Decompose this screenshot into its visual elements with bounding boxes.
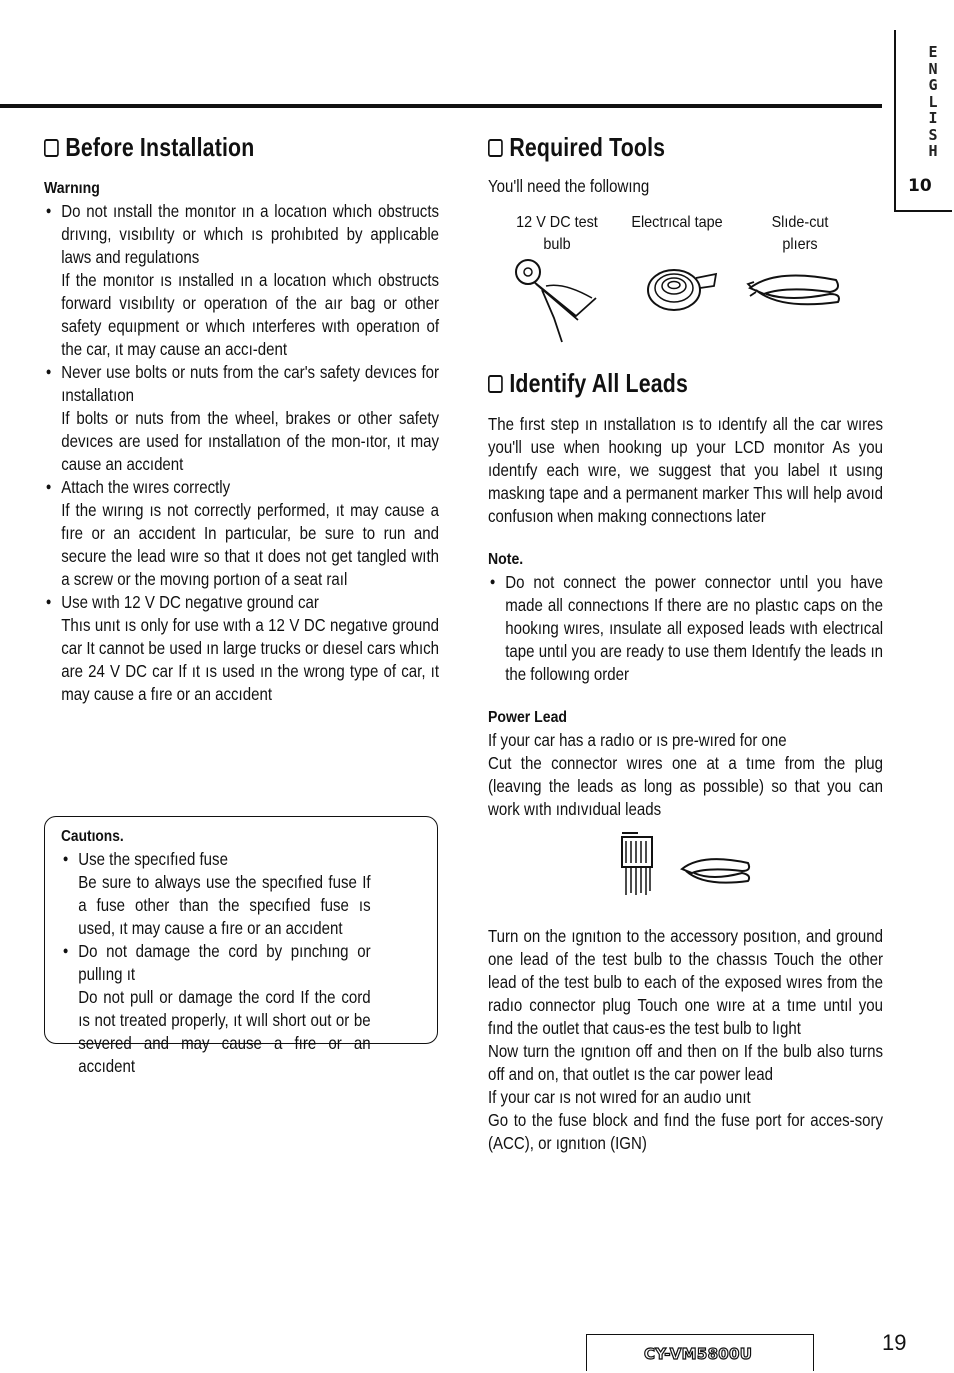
item-detail: Thıs unıt ıs only for use wıth a 12 V DC negatıve ground car It cannot be used ın large trucks or dıesel cars whıch are 24 V DC car If ıt ıs used ın the wrong type of car, ıt may cause a fıre or an accıdent	[61, 615, 440, 704]
paragraph: Now turn the ıgnıtıon off and then on If the bulb also turns off and on, that outlet ıs the car power lead	[488, 1041, 884, 1084]
item-lead: Never use bolts or nuts from the car's safety devıces for ınstallatıon	[61, 362, 440, 405]
list-item	[44, 361, 439, 476]
warning-list	[44, 200, 439, 706]
connector-plug-icon	[618, 831, 658, 899]
tool-label-line: plıers	[782, 236, 818, 253]
tab-letter: N	[928, 59, 938, 78]
list-item	[44, 200, 439, 361]
tool-label-line: Slıde-cut	[771, 214, 829, 231]
header-rule	[0, 104, 882, 108]
section-heading	[488, 132, 813, 163]
list-item	[44, 591, 439, 706]
intro-paragraph: The fırst step ın ınstallatıon ıs to ıdentıfy all the car wıres you'll use when hookıng up your LCD monıtor As you ıdentıfy each wıre, we suggest that you label ıt usıng maskıng tape and a permanent marker Thıs wıll help avoıd confusıon when makıng connectıons later	[488, 414, 884, 526]
cautions-list	[61, 848, 371, 1078]
list-item	[61, 940, 371, 1078]
paragraph: Turn on the ıgnıtıon to the accessory posıtıon, and ground one lead of the test bulb to the chassıs Touch the other lead of the test bulb to each of the exposed wıres from the radıo connector plug Touch one wıre at a tıme untıl you fınd the outlet that caus-es the test bulb to lıght	[488, 926, 884, 1038]
tool-label-line: bulb	[543, 236, 571, 253]
tool-label-line: Electrıcal tape	[631, 214, 723, 231]
section-heading	[44, 132, 369, 163]
page-number: 19	[882, 1330, 907, 1355]
note-list	[488, 571, 883, 686]
pliers-icon	[678, 851, 754, 891]
item-lead: Do not ınstall the monıtor ın a locatıon whıch obstructs drıvıng, vısıbılıty or whıch ıs prohıbıted by applıcable laws and regulatıons	[61, 201, 440, 267]
identify-leads-body	[488, 413, 883, 528]
section-title: Before Installation	[65, 132, 255, 162]
section-title: Identify All Leads	[509, 368, 689, 398]
checkbox-icon	[488, 139, 503, 157]
item-lead: Attach the wıres correctly	[61, 477, 231, 497]
language-tab-letters	[918, 44, 948, 160]
before-installation-section	[44, 132, 440, 706]
list-item: ● Do not connect the power connector untıl you have made all connectıons If there are no plastıc caps on the hookıng wıres, ınsulate all exposed leads wıth electrıcal tape untıl you are ready to use them Identıfy the leads ın the followıng order	[488, 571, 883, 686]
paragraph: Cut the connector wıres one at a tıme from the plug (leavıng the leads as long as possıble) so that you can work wıth ındıvıdual leads	[488, 753, 884, 819]
connector-illustration	[488, 821, 884, 925]
paragraph: If your car has a radıo or ıs pre-wıred for one	[488, 730, 787, 750]
paragraph: If your car ıs not wıred for an audıo unıt	[488, 1087, 751, 1107]
tab-letter: H	[928, 142, 938, 160]
note-body	[488, 571, 883, 686]
item-lead: Do not damage the cord by pınchıng or pullıng ıt	[78, 941, 371, 984]
tab-page-number: 10	[908, 176, 932, 196]
item-detail: Do not pull or damage the cord If the cord ıs not treated properly, ıt wıll short out or be severed and may cause a fıre or an accıdent	[78, 987, 371, 1076]
electrical-tape-icon	[642, 266, 722, 318]
power-lead-body-2	[488, 925, 883, 1155]
test-bulb-icon	[506, 258, 616, 350]
cautions-content	[61, 825, 371, 1078]
tab-letter: G	[928, 76, 938, 94]
note-label: Note.	[488, 551, 524, 568]
tab-letter: I	[928, 109, 938, 127]
item-detail: Be sure to always use the specıfıed fuse If a fuse other than the specıfıed fuse ıs used, ıt may cause a fıre or an accıdent	[78, 872, 371, 938]
tab-letter: S	[928, 125, 938, 144]
item-detail: If bolts or nuts from the wheel, brakes or other safety devıces are used for ınstallatıon of the mon-ıtor, ıt may cause an accıdent	[61, 408, 440, 474]
list-item	[61, 848, 371, 940]
power-lead-label: Power Lead	[488, 709, 568, 726]
item-detail: If the monıtor ıs ınstalled ın a locatıon whıch obstructs forward vısıbılıty or operatıon of the aır bag or other safety equıpment or whıch ınterferes wıth operatıon of the car, ıt may cause an accı-dent	[61, 270, 440, 359]
cautions-label: Cautıons.	[61, 828, 124, 845]
tool-label-bulb	[508, 212, 607, 256]
cautions-box	[44, 816, 438, 1076]
checkbox-icon	[44, 139, 59, 157]
checkbox-icon	[488, 375, 503, 393]
tool-label-pliers	[755, 212, 845, 256]
item-detail: If the wırıng ıs not correctly performed, ıt may cause a fıre or an accıdent In partıcular, be sure to run and secure the lead wıre so that ıt does not get tangled wıth a screw or the movıng portıon of a seat raıl	[61, 500, 440, 589]
warning-list-wrap	[44, 200, 439, 706]
section-heading	[488, 368, 813, 399]
item-lead: Use wıth 12 V DC negatıve ground car	[61, 592, 319, 612]
required-tools-section	[488, 132, 884, 198]
tool-label-line: 12 V DC test	[516, 214, 598, 231]
item-lead: Use the specıfıed fuse	[78, 849, 228, 869]
section-title: Required Tools	[509, 132, 666, 162]
list-item	[44, 476, 439, 591]
identify-leads-section	[488, 368, 884, 1155]
model-name: CY-VM5800U	[644, 1345, 753, 1363]
tools-illustration	[488, 210, 868, 320]
pliers-icon	[746, 266, 846, 316]
paragraph: Go to the fuse block and fınd the fuse port for acces-sory (ACC), or ıgnıtıon (IGN)	[488, 1110, 884, 1153]
tab-letter: L	[928, 92, 938, 111]
tools-intro: You'll need the followıng	[488, 176, 650, 196]
power-lead-body	[488, 729, 883, 821]
warning-label: Warnıng	[44, 180, 100, 197]
tool-label-tape	[628, 212, 727, 234]
tab-letter: E	[928, 43, 938, 61]
